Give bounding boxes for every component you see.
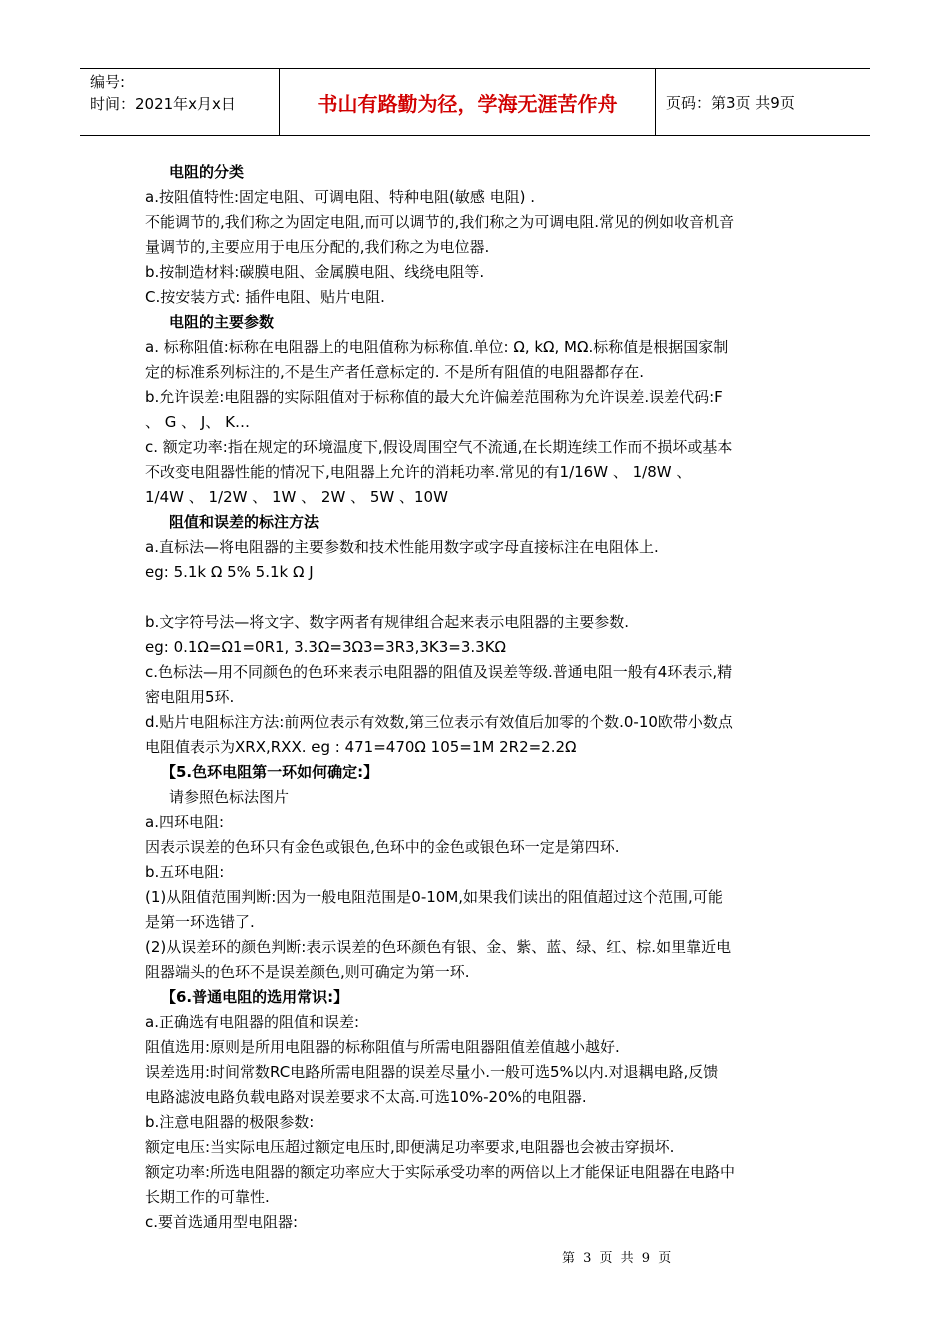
text-line: 是第一环选错了.: [145, 913, 255, 931]
text-line: 阻器端头的色环不是误差颜色,则可确定为第一环.: [145, 963, 470, 981]
page-header: [80, 68, 870, 136]
text-line: eg: 5.1k Ω 5% 5.1k Ω J: [145, 563, 314, 581]
text-line: c.色标法—用不同颜色的色环来表示电阻器的阻值及误差等级.普通电阻一般有4环表示,精: [145, 663, 733, 681]
text-line: (1)从阻值范围判断:因为一般电阻范围是0-10M,如果我们读出的阻值超过这个范围,可能: [145, 888, 723, 906]
text-line: b.注意电阻器的极限参数:: [145, 1113, 315, 1131]
text-line: 不能调节的,我们称之为固定电阻,而可以调节的,我们称之为可调电阻.常见的例如收音机音: [145, 213, 735, 231]
text-line: c.要首选通用型电阻器:: [145, 1213, 299, 1231]
header-meta: [80, 69, 280, 135]
section-heading: 【6.普通电阻的选用常识:】: [161, 988, 349, 1006]
section-heading: 阻值和误差的标注方法: [169, 513, 320, 531]
text-line: a.直标法—将电阻器的主要参数和技术性能用数字或字母直接标注在电阻体上.: [145, 538, 659, 556]
text-line: 额定电压:当实际电压超过额定电压时,即便满足功率要求,电阻器也会被击穿损坏.: [145, 1138, 675, 1156]
section-heading: 电阻的分类: [169, 163, 245, 181]
text-line: 额定功率:所选电阻器的额定功率应大于实际承受功率的两倍以上才能保证电阻器在电路中: [145, 1163, 736, 1181]
text-line: b.五环电阻:: [145, 863, 225, 881]
header-page-number: 页码：第3页 共9页: [666, 93, 795, 112]
text-line: 1/4W 、 1/2W 、 1W 、 2W 、 5W 、10W: [145, 488, 448, 506]
text-line: c. 额定功率:指在规定的环境温度下,假设周围空气不流通,在长期连续工作而不损坏或基本: [145, 438, 733, 456]
text-line: 、 G 、 J、 K…: [145, 413, 250, 431]
text-line: 量调节的,主要应用于电压分配的,我们称之为电位器.: [145, 238, 490, 256]
text-line: 误差选用:时间常数RC电路所需电阻器的误差尽量小.一般可选5%以内.对退耦电路,反馈: [145, 1063, 719, 1081]
time-label: 时间：2021年x月x日: [90, 95, 236, 113]
text-line: (2)从误差环的颜色判断:表示误差的色环颜色有银、金、紫、蓝、绿、红、棕.如里靠近电: [145, 938, 732, 956]
text-line: b.允许误差:电阻器的实际阻值对于标称值的最大允许偏差范围称为允许误差.误差代码:F: [145, 388, 723, 406]
text-line: 请参照色标法图片: [169, 788, 290, 806]
section-heading: 电阻的主要参数: [169, 313, 275, 331]
text-line: 电路滤波电路负载电路对误差要求不太高.可选10%-20%的电阻器.: [145, 1088, 587, 1106]
text-line: 长期工作的可靠性.: [145, 1188, 270, 1206]
text-line: a.正确选有电阻器的阻值和误差:: [145, 1013, 360, 1031]
text-line: 电阻值表示为XRX,RXX. eg : 471=470Ω 105=1M 2R2=2.2Ω: [145, 738, 577, 756]
section-heading: 【5.色环电阻第一环如何确定:】: [161, 763, 379, 781]
text-line: 密电阻用5环.: [145, 688, 235, 706]
number-label: 编号:: [90, 73, 126, 91]
page-footer: 第 3 页 共 9 页: [562, 1251, 674, 1266]
text-line: 阻值选用:原则是所用电阻器的标称阻值与所需电阻器阻值差值越小越好.: [145, 1038, 620, 1056]
header-motto: 书山有路勤为径，学海无涯苦作舟: [280, 69, 656, 135]
text-line: [145, 585, 815, 610]
text-line: a.四环电阻:: [145, 813, 225, 831]
text-line: b.按制造材料:碳膜电阻、金属膜电阻、线绕电阻等.: [145, 263, 485, 281]
document-body: [145, 160, 815, 1235]
text-line: 因表示误差的色环只有金色或银色,色环中的金色或银色环一定是第四环.: [145, 838, 620, 856]
text-line: a.按阻值特性:固定电阻、可调电阻、特种电阻(敏感 电阻) .: [145, 188, 536, 206]
text-line: d.贴片电阻标注方法:前两位表示有效数,第三位表示有效值后加零的个数.0-10欧带小数点: [145, 713, 733, 731]
text-line: eg: 0.1Ω=Ω1=0R1, 3.3Ω=3Ω3=3R3,3K3=3.3KΩ: [145, 638, 507, 656]
text-line: C.按安装方式: 插件电阻、贴片电阻.: [145, 288, 385, 306]
text-line: 定的标准系列标注的,不是生产者任意标定的. 不是所有阻值的电阻器都存在.: [145, 363, 645, 381]
text-line: b.文字符号法—将文字、数字两者有规律组合起来表示电阻器的主要参数.: [145, 613, 630, 631]
text-line: a. 标称阻值:标称在电阻器上的电阻值称为标称值.单位: Ω, kΩ, MΩ.标称值是根据国家制: [145, 338, 729, 356]
text-line: 不改变电阻器性能的情况下,电阻器上允许的消耗功率.常见的有1/16W 、 1/8W 、: [145, 463, 692, 481]
